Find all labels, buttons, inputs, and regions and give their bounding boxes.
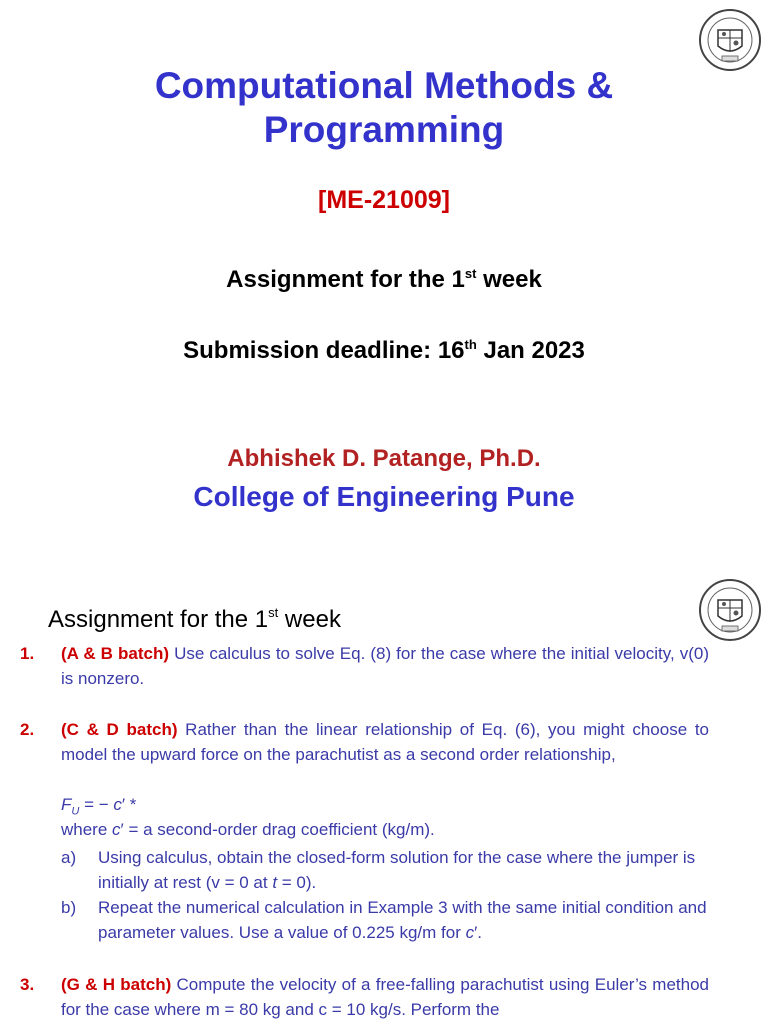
question-number: 3.	[20, 975, 35, 994]
author-name: Abhishek D. Patange, Ph.D.	[227, 445, 541, 472]
question-number: 2.	[20, 720, 35, 739]
batch-label: (C & D batch)	[61, 720, 178, 739]
batch-label: (G & H batch)	[61, 975, 172, 994]
course-title	[0, 64, 768, 152]
question-number: 1.	[20, 644, 35, 663]
question-text: (G & H batch) Compute the velocity of a free-falling parachutist using Euler’s method for the case where m = 80 kg and c = 10 kg/s. Perform the	[61, 975, 710, 1019]
assignment-line: Assignment for the 1st week	[226, 266, 542, 293]
batch-label: (A & B batch)	[61, 644, 170, 663]
course-title-line1: Computational Methods &	[154, 65, 614, 106]
deadline-line: Submission deadline: 16th Jan 2023	[183, 337, 585, 364]
college-seal-logo	[698, 8, 762, 72]
course-title-line2: Programming	[263, 109, 505, 150]
college-name: College of Engineering Pune	[193, 481, 575, 512]
course-code: [ME-21009]	[318, 186, 450, 214]
assignment-slide: Assignment for the 1st week 1. (A & B batch) Use calculus to solve Eq. (8) for the case where the initial velocity, v(0) is nonzero. 2. (C & D batch) Rather than the linear relationship of Eq. (6), you might choose to model the upward force on the parachutist as a second order relationship, $F_U$ = − c′ * where c′ = a second-order drag coefficient (kg/m). a) Using calculus, obtain the closed-form solution for the case where the jumper is initially at rest (v = 0 at t = 0). b) Repeat the numerical calculation in Example 3 with the same initial condition and parameter values. Use a value of 0.225 kg/m for c′. 3. (G & H batch) Compute the velocity of a free-falling parachutist using Euler’s method for the case where m = 80 kg and c = 10 kg/s. Perform the	[0, 572, 768, 1024]
slide-heading: Assignment for the 1st week	[48, 605, 341, 633]
college-seal-logo	[698, 578, 762, 642]
question-text: (A & B batch) Use calculus to solve Eq. (8) for the case where the initial velocity, v(0) is nonzero.	[61, 644, 709, 688]
question-text: (C & D batch) Rather than the linear relationship of Eq. (6), you might choose to model the upward force on the parachutist as a second order relationship,	[61, 720, 709, 764]
